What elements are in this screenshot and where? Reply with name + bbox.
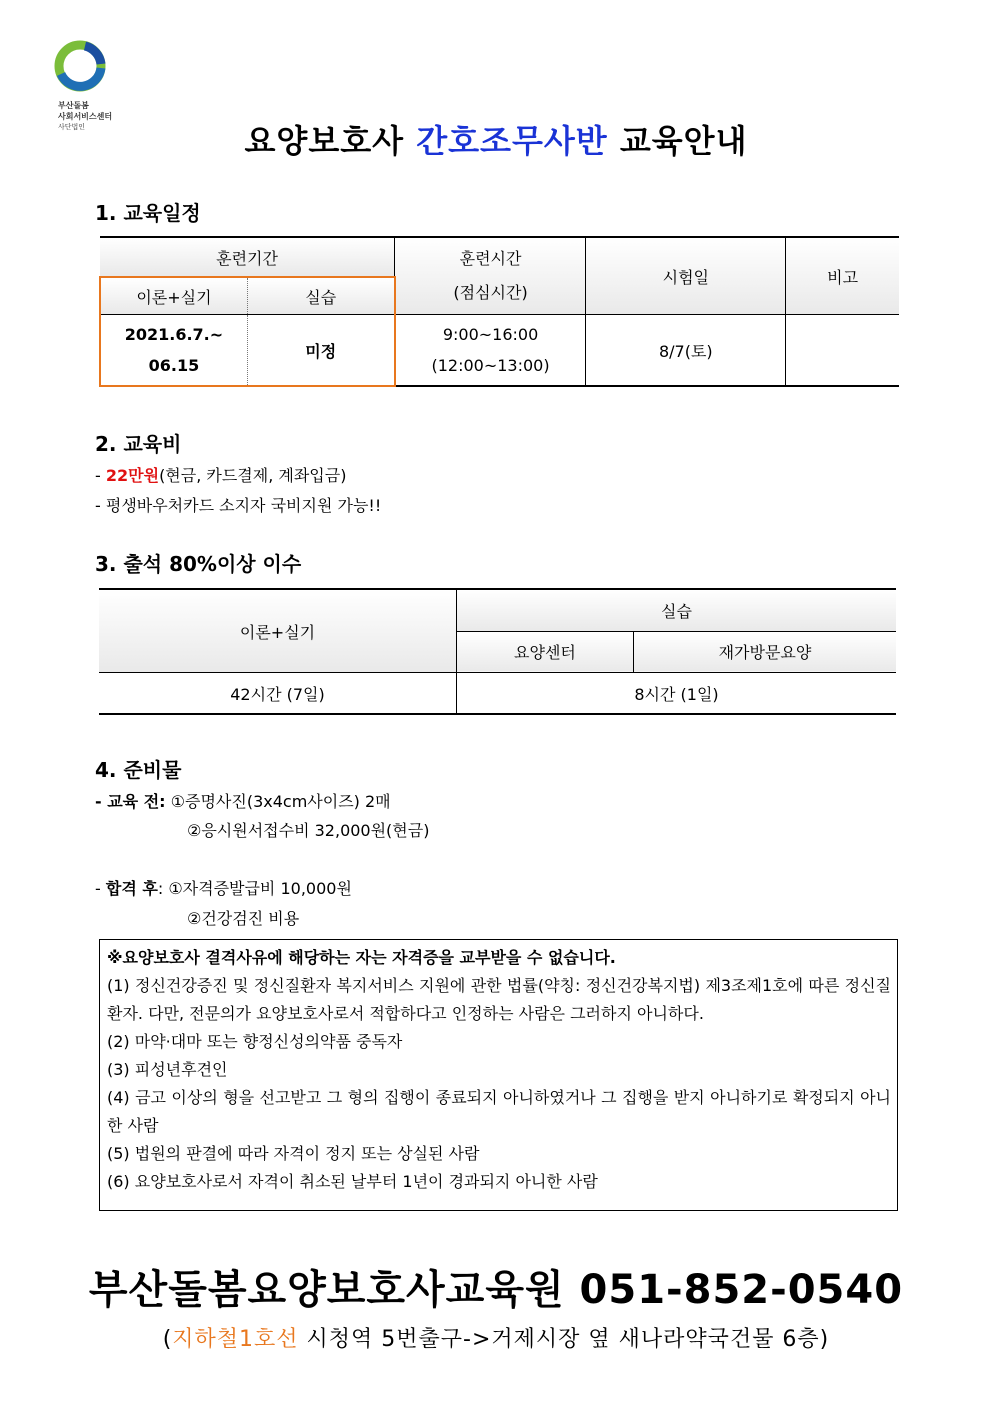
addr-open: ( (162, 1327, 173, 1352)
after-colon: : (157, 879, 164, 898)
fee-dash: - (95, 466, 101, 485)
notice-item-3: (3) 피성년후견인 (107, 1060, 228, 1079)
logo-ring-icon (52, 38, 108, 94)
header-note: 비고 (786, 237, 899, 315)
notice-title: ※요양보호사 결격사유에 해당하는 자는 자격증을 교부받을 수 없습니다. (107, 948, 616, 967)
fee-methods: (현금, 카드결제, 계좌입금) (159, 466, 347, 485)
after-line (95, 876, 352, 899)
voucher-line: - 평생바우처카드 소지자 국비지원 가능!! (95, 496, 382, 515)
att-row-practice: 8시간 (1일) (457, 673, 897, 715)
logo-line2: 사회서비스센터 (58, 112, 113, 121)
addr-rest: 시청역 5번출구->거제시장 옆 새나라약국건물 6층) (298, 1327, 830, 1352)
fee-price: 22만원 (105, 466, 160, 485)
after-dash: - (95, 879, 101, 898)
att-header-practice: 실습 (457, 589, 897, 631)
notice-item-1: (1) 정신건강증진 및 정신질환자 복지서비스 지원에 관한 법률(약칭: 정신건강복지법) 제3조제1호에 따른 정신질환자. 다만, 전문의가 요양보호사로서 적합하다고 인정하는 사람은 그러하지 아니하다. (107, 976, 891, 1023)
att-header-home: 재가방문요양 (633, 631, 896, 673)
schedule-table (99, 236, 899, 387)
before-label: - 교육 전: (95, 792, 166, 811)
fee-line (95, 463, 346, 486)
section1-heading: 1. 교육일정 (95, 201, 201, 225)
section2-heading: 2. 교육비 (95, 432, 182, 456)
before-item2: ②응시원서접수비 32,000원(현금) (187, 821, 430, 840)
title-part3: 교육안내 (619, 122, 748, 160)
att-header-center: 요양센터 (457, 631, 634, 673)
logo-line1: 부산돌봄 (58, 101, 89, 110)
time-line1: 9:00~16:00 (442, 325, 539, 344)
header-time-main: 훈련시간 (459, 249, 522, 268)
title-part2: 간호조무사반 (416, 122, 608, 160)
att-row-theory: 42시간 (7일) (99, 673, 457, 715)
logo-line3: 사단법인 (58, 123, 86, 131)
header-time (395, 237, 586, 315)
att-header-theory: 이론+실기 (99, 589, 457, 673)
notice-item-2: (2) 마약·대마 또는 향정신성의약품 중독자 (107, 1032, 403, 1051)
before-line (95, 789, 391, 812)
before-item1: ①증명사진(3x4cm사이즈) 2매 (170, 792, 391, 811)
header-time-sub: (점심시간) (453, 283, 528, 302)
row-practice: 미정 (247, 315, 394, 387)
page-title (0, 116, 992, 162)
footer-address (0, 1322, 992, 1353)
header-exam: 시험일 (586, 237, 786, 315)
footer-name-phone: 부산돌봄요양보호사교육원 051-852-0540 (88, 1267, 904, 1313)
attendance-table (99, 588, 896, 715)
addr-subway: 지하철1호선 (172, 1327, 299, 1352)
time-line2: (12:00~13:00) (431, 356, 550, 375)
disqualification-notice (99, 939, 898, 1211)
section3-heading: 3. 출석 80%이상 이수 (95, 552, 302, 576)
row-time (395, 315, 586, 387)
row-exam: 8/7(토) (586, 315, 786, 387)
theory-date-line1: 2021.6.7.~ (124, 325, 224, 344)
header-period: 훈련기간 (100, 237, 395, 277)
title-part1: 요양보호사 (244, 122, 405, 160)
notice-item-5: (5) 법원의 판결에 따라 자격이 정지 또는 상실된 사람 (107, 1144, 480, 1163)
section4-heading: 4. 준비물 (95, 758, 182, 782)
after-item1: ①자격증발급비 10,000원 (168, 879, 352, 898)
notice-item-6: (6) 요양보호사로서 자격이 취소된 날부터 1년이 경과되지 아니한 사람 (107, 1172, 598, 1191)
after-item2: ②건강검진 비용 (187, 909, 300, 928)
notice-item-4: (4) 금고 이상의 형을 선고받고 그 형의 집행이 종료되지 아니하였거나 그 집행을 받지 아니하기로 확정되지 아니한 사람 (107, 1088, 891, 1135)
after-label: 합격 후 (105, 879, 158, 898)
header-theory: 이론+실기 (100, 277, 247, 315)
row-note (786, 315, 899, 387)
row-theory-date (100, 315, 247, 387)
header-practice: 실습 (247, 277, 394, 315)
theory-date-line2: 06.15 (148, 356, 200, 375)
